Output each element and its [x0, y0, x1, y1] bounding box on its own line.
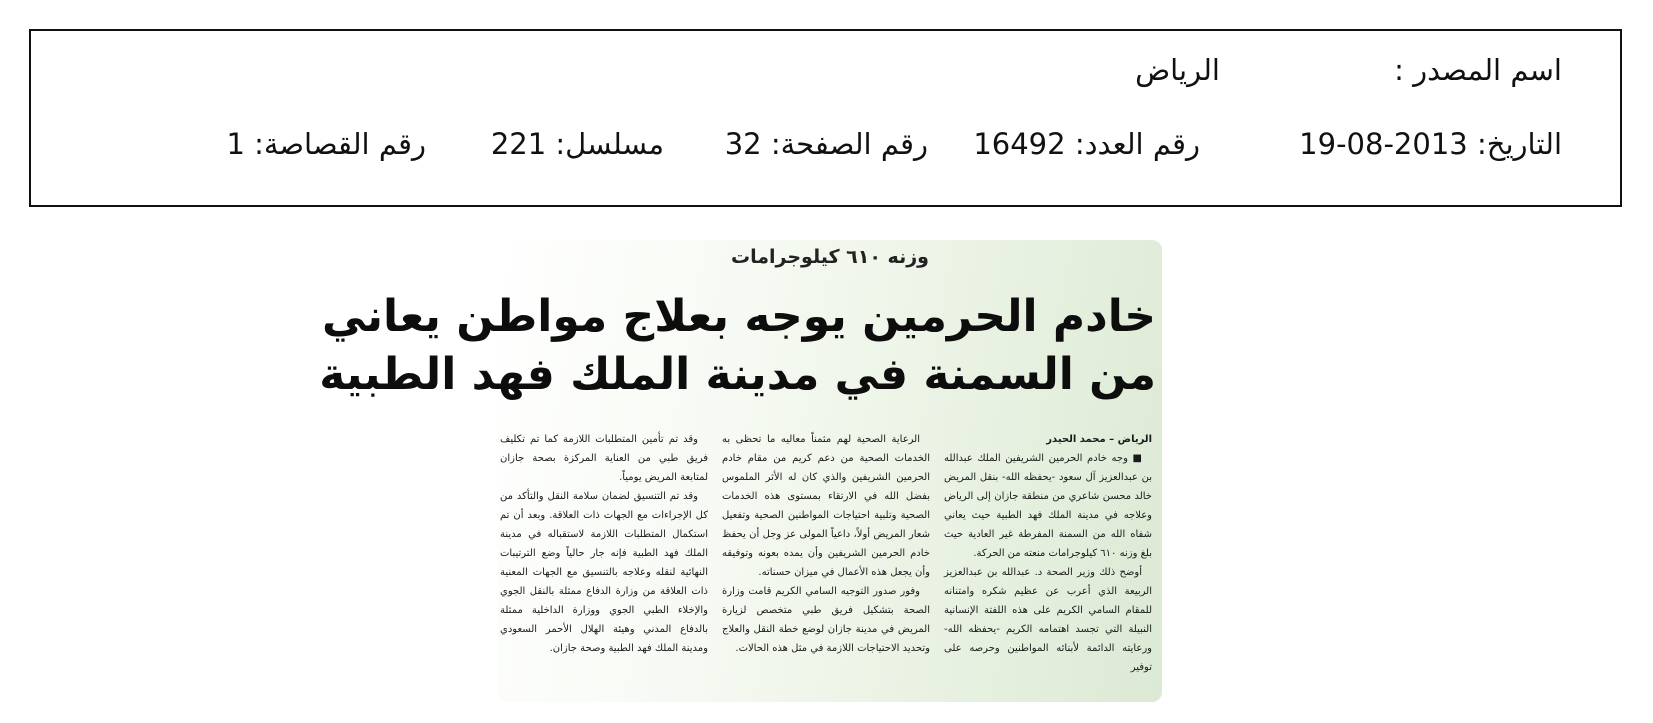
paragraph: وفور صدور التوجيه السامي الكريم قامت وزارة الصحة بتشكيل فريق طبي متخصص لزيارة المريض في مدينة جازان لوضع خطة النقل والعلاج وتحديد الاحتياجات اللازمة في مثل هذه الحالات.: [722, 586, 930, 654]
issue-value: 16492: [973, 127, 1066, 161]
article-byline: الرياض – محمد الحيدر: [1046, 434, 1152, 445]
paragraph: ■ وجه خادم الحرمين الشريفين الملك عبدالله بن عبدالعزيز آل سعود -يحفظه الله- بنقل المريض خالد محسن شاعري من منطقة جازان إلى الرياض وعلاجه في مدينة الملك فهد الطبية حيث يعاني شفاه الله من السمنة المفرطة غير العادية حيث بلغ وزنه ٦١٠ كيلوجرامات منعته من الحركة.: [944, 453, 1152, 559]
issue-field: [973, 127, 1200, 161]
details-row: [31, 127, 1620, 167]
source-info-box: [29, 29, 1622, 207]
paragraph: الرعاية الصحية لهم مثمناً معاليه ما تحظى به الخدمات الصحية من دعم كريم من مقام خادم الحرمين الشريفين والذي كان له الأثر الملموس بفضل الله في الارتقاء بمستوى هذه الخدمات الصحية وتلبية احتياجات المواطنين الصحية وتفعيل شعار المريض أولاً، داعياً المولى عز وجل أن يحفظ خادم الحرمين الشريفين وأن يمده بعونه وتوفيقه وأن يجعل هذه الأعمال في ميزان حسناته.: [722, 434, 930, 578]
headline-line-2: من السمنة في مدينة الملك فهد الطبية: [319, 349, 1156, 400]
source-label: اسم المصدر :: [1394, 53, 1562, 87]
serial-field: [491, 127, 664, 161]
article-body: [502, 430, 1156, 694]
clipping-value: 1: [226, 127, 245, 161]
date-field: [1299, 127, 1562, 161]
paragraph: وقد تم تأمين المتطلبات اللازمة كما تم تكليف فريق طبي من العناية المركزة بصحة جازان لمتابعة المريض يومياً.: [500, 434, 708, 483]
article-kicker: وزنه ٦١٠ كيلوجرامات: [731, 246, 929, 268]
clipping-field: [226, 127, 426, 161]
paragraph: وقد تم التنسيق لضمان سلامة النقل والتأكد من كل الإجراءات مع الجهات ذات العلاقة. وبعد أن تم استكمال المتطلبات اللازمة لاستقباله في مدينة الملك فهد الطبية فإنه جار حالياً وضع الترتيبات النهائية لنقله وعلاجه بالتنسيق مع الجهات المعنية ذات العلاقة من وزارة الدفاع ممثلة بالنقل الجوي والإخلاء الطبي الجوي ووزارة الداخلية ممثلة بالدفاع المدني وهيئة الهلال الأحمر السعودي ومدينة الملك فهد الطبية وصحة جازان.: [500, 491, 708, 654]
source-value: الرياض: [1135, 53, 1220, 87]
newspaper-clipping: [319, 240, 1162, 702]
paragraph: أوضح ذلك وزير الصحة د. عبدالله بن عبدالعزيز الربيعة الذي أعرب عن عظيم شكره وامتنانه للمقام السامي الكريم على هذه اللفتة الإنسانية النبيلة التي تجسد اهتمامه الكريم -يحفظه الله- ورعايته الدائمة لأبنائه المواطنين وحرصه على توفير: [944, 567, 1152, 673]
clipping-label: رقم القصاصة:: [254, 127, 426, 161]
page-value: 32: [724, 127, 762, 161]
page-field: [725, 127, 928, 161]
article-headline: [319, 288, 1156, 404]
article-column-2: [722, 430, 930, 694]
page-label: رقم الصفحة:: [770, 127, 928, 161]
serial-value: 221: [490, 127, 547, 161]
date-value: 2013-08-19: [1299, 127, 1468, 161]
source-row: [31, 53, 1620, 93]
date-label: التاريخ:: [1476, 127, 1562, 161]
issue-label: رقم العدد:: [1074, 127, 1200, 161]
article-column-1: [944, 430, 1152, 694]
article-column-3: [500, 430, 708, 694]
headline-line-1: خادم الحرمين يوجه بعلاج مواطن يعاني: [322, 291, 1156, 342]
serial-label: مسلسل:: [555, 127, 664, 161]
